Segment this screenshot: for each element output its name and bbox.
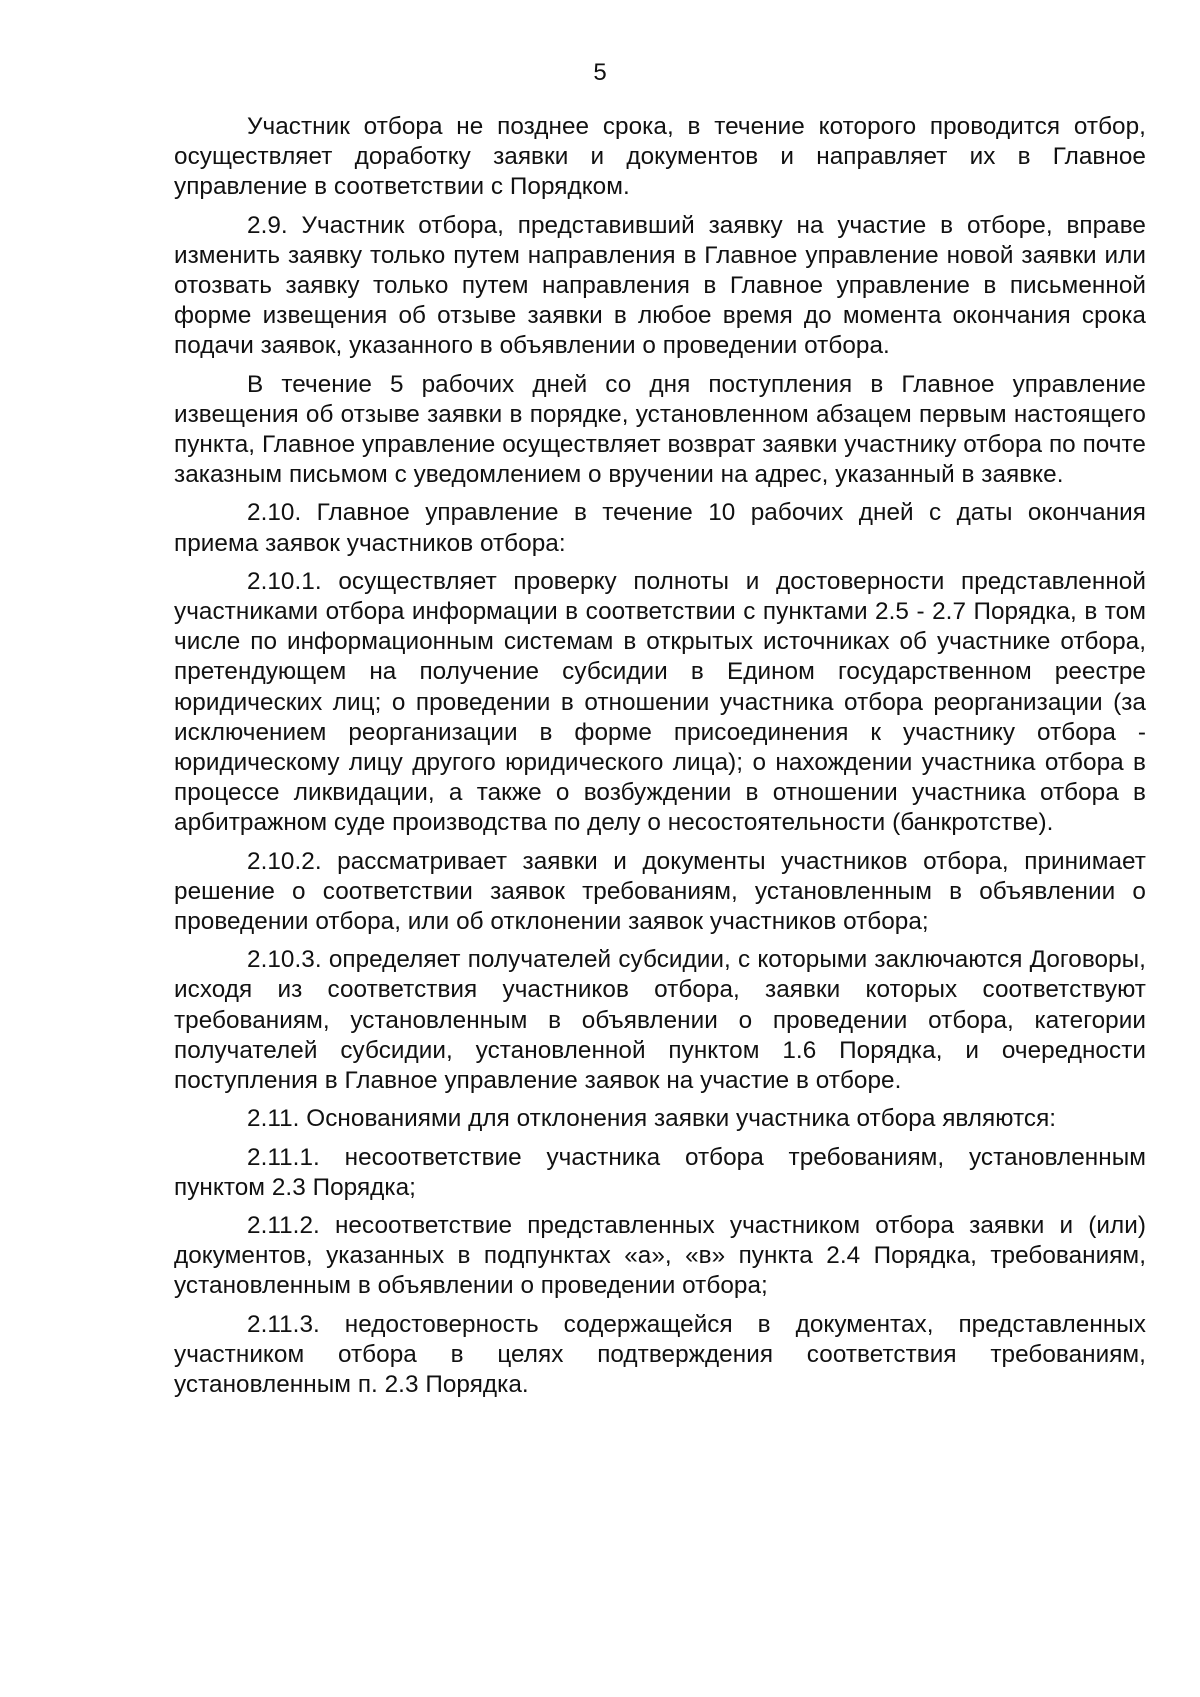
paragraph: 2.10. Главное управление в течение 10 рабочих дней с даты окончания приема заявок участников отбора: [174, 499, 1146, 557]
paragraph: 2.10.3. определяет получателей субсидии, с которыми заключаются Договоры, исходя из соответствия участников отбора, заявки которых соответствуют требованиям, установленным в объявлении о проведении отбора, категории получателей субсидии, установленной пунктом 1.6 Порядка, и очередности поступления в Главное управление заявок на участие в отборе. [174, 946, 1146, 1095]
paragraph: 2.11.1. несоответствие участника отбора требованиям, установленным пунктом 2.3 Порядка; [174, 1143, 1146, 1201]
paragraph: 2.10.1. осуществляет проверку полноты и достоверности представленной участниками отбора информации в соответствии с пунктами 2.5 - 2.7 Порядка, в том числе по информационным системам в открытых источниках об участнике отбора, претендующем на получение субсидии в Едином государственном реестре юридических лиц; о проведении в отношении участника отбора реорганизации (за исключением реорганизации в форме присоединения к участнику отбора - юридическому лицу другого юридического лица); о нахождении участника отбора в процессе ликвидации, а также о возбуждении в отношении участника отбора в арбитражном суде производства по делу о несостоятельности (банкротстве). [174, 567, 1146, 837]
paragraph: 2.9. Участник отбора, представивший заявку на участие в отборе, вправе изменить заявку только путем направления в Главное управление новой заявки или отозвать заявку только путем направления в Главное управление в письменной форме извещения об отзыве заявки в любое время до момента окончания срока подачи заявок, указанного в объявлении о проведении отбора. [174, 211, 1146, 360]
document-body [174, 112, 1146, 1408]
paragraph: В течение 5 рабочих дней со дня поступления в Главное управление извещения об отзыве заявки в порядке, установленном абзацем первым настоящего пункта, Главное управление осуществляет возврат заявки участнику отбора по почте заказным письмом с уведомлением о вручении на адрес, указанный в заявке. [174, 370, 1146, 489]
paragraph: 2.11.3. недостоверность содержащейся в документах, представленных участником отбора в целях подтверждения соответствия требованиям, установленным п. 2.3 Порядка. [174, 1310, 1146, 1398]
paragraph: Участник отбора не позднее срока, в течение которого проводится отбор, осуществляет доработку заявки и документов и направляет их в Главное управление в соответствии с Порядком. [174, 113, 1146, 201]
paragraph: 2.11. Основаниями для отклонения заявки участника отбора являются: [247, 1105, 1057, 1133]
paragraph: 2.10.2. рассматривает заявки и документы участников отбора, принимает решение о соответствии заявок требованиям, установленным в объявлении о проведении отбора, или об отклонении заявок участников отбора; [174, 847, 1146, 936]
paragraph: 2.11.2. несоответствие представленных участником отбора заявки и (или) документов, указанных в подпунктах «а», «в» пункта 2.4 Порядка, требованиям, установленным в объявлении о проведении отбора; [174, 1211, 1146, 1300]
page-number: 5 [593, 59, 607, 86]
